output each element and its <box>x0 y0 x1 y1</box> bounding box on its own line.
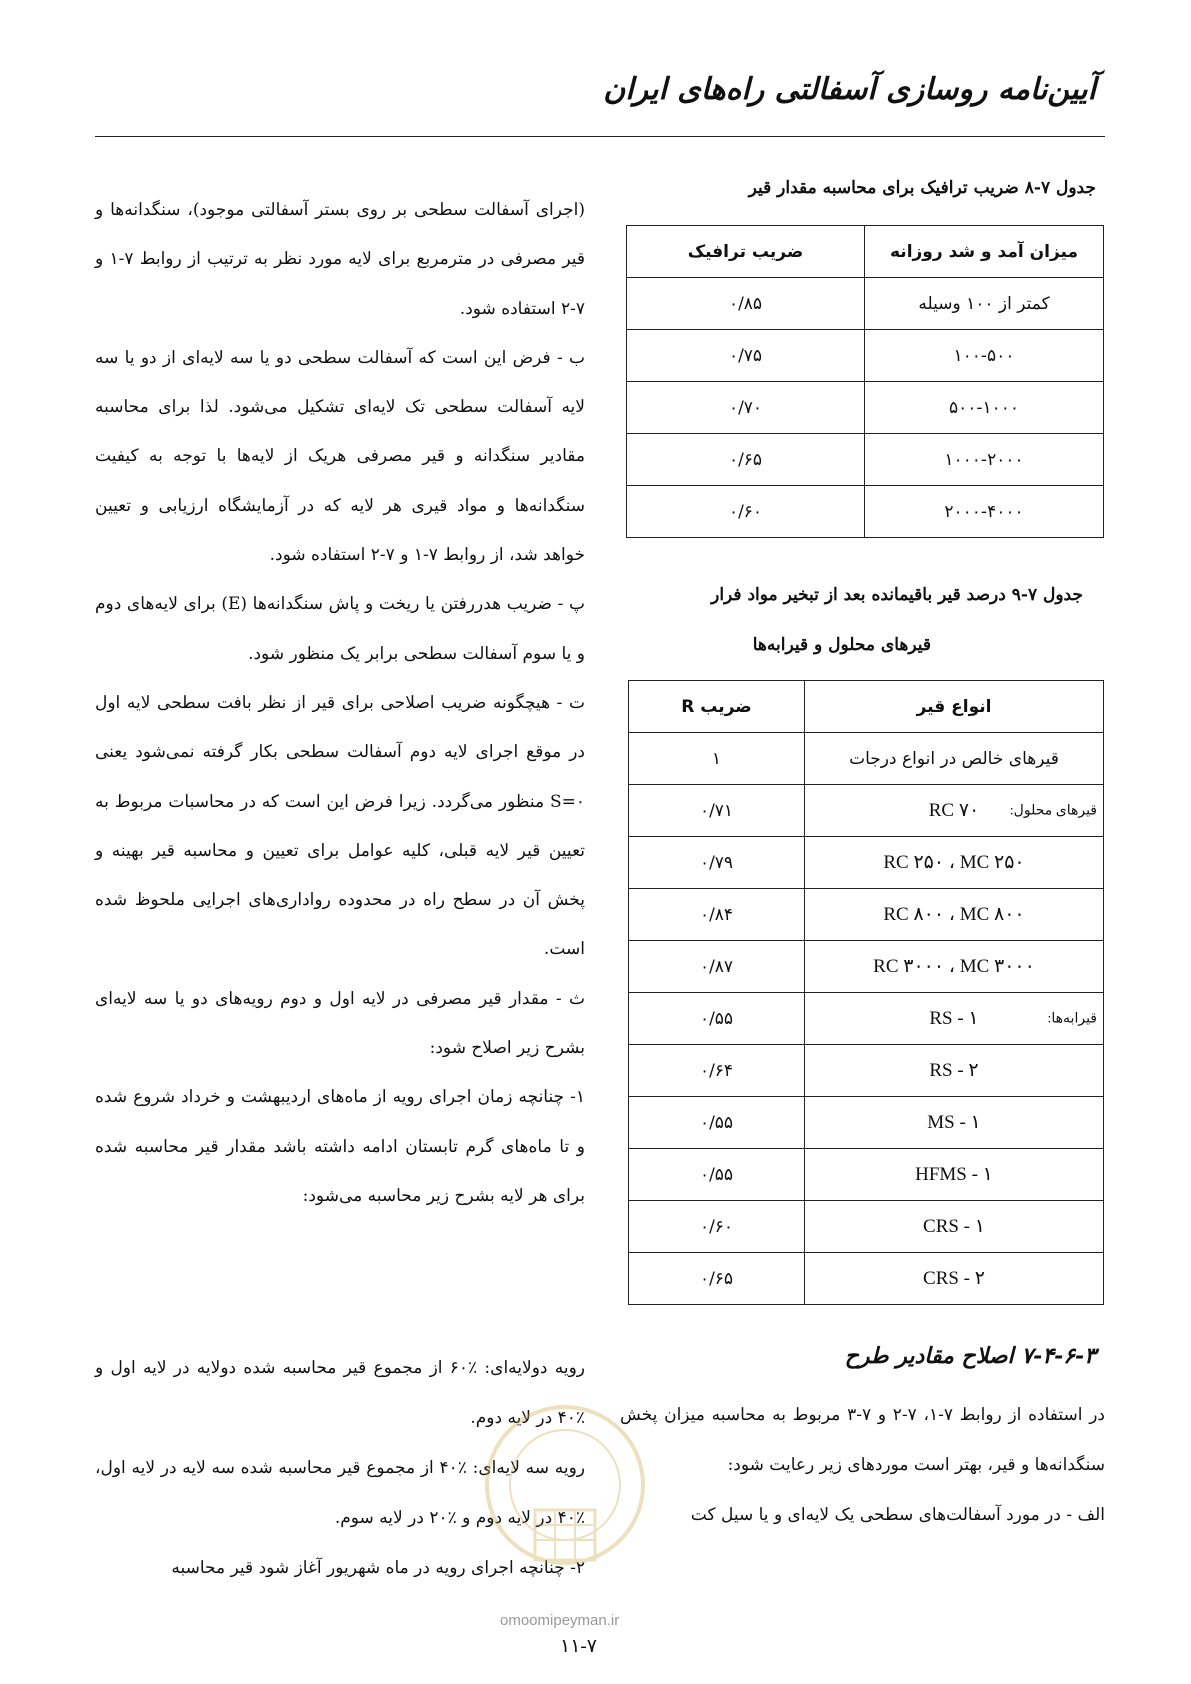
table-cell: ۰/۶۴ <box>629 1045 805 1097</box>
table-row <box>629 1201 1104 1253</box>
table-row <box>629 993 1104 1045</box>
table-cell: ۰/۶۰ <box>629 1201 805 1253</box>
table-row <box>629 837 1104 889</box>
table-cell: ۱ <box>629 733 805 785</box>
table-row <box>627 382 1104 434</box>
section-heading: ۷-۴-۶-۳ اصلاح مقادیر طرح <box>844 1343 1096 1369</box>
watermark-logo-icon <box>480 1390 650 1610</box>
table-title: جدول ۷-۸ ضریب ترافیک برای محاسبه مقدار قیر <box>748 178 1096 198</box>
table-cell: کمتر از ۱۰۰ وسیله <box>865 278 1104 330</box>
table-header-cell: ضریب R <box>629 681 805 733</box>
table-row <box>627 486 1104 538</box>
header-divider <box>95 136 1105 137</box>
group-label: قیرابه‌ها: <box>1047 1011 1097 1026</box>
paragraph: ث - مقدار قیر مصرفی در لایه اول و دوم رویه‌های دو یا سه لایه‌ای بشرح زیر اصلاح شود: <box>95 988 585 1059</box>
table-row <box>629 941 1104 993</box>
table-header-row <box>629 681 1104 733</box>
table-cell: قیرابه‌ها: RS - ۱ <box>805 993 1104 1045</box>
table-cell: ۰/۶۵ <box>627 434 865 486</box>
table-cell: ۱۰۰-۵۰۰ <box>865 330 1104 382</box>
table-row <box>629 733 1104 785</box>
table-cell: HFMS - ۱ <box>805 1149 1104 1201</box>
table-cell: ۰/۵۵ <box>629 993 805 1045</box>
paragraph: ۱- چنانچه زمان اجرای رویه از ماه‌های اردیبهشت و خرداد شروع شده و تا ماه‌های گرم تابستان ادامه داشته باشد مقدار قیر محاسبه شده برای هر لایه بشرح زیر محاسبه می‌شود: <box>95 1087 585 1206</box>
watermark-url: omoomipeyman.ir <box>500 1612 620 1629</box>
paragraph: ب - فرض این است که آسفالت سطحی دو یا سه لایه‌ای از دو یا سه لایه آسفالت سطحی تک لایه‌ای تشکیل می‌شود. لذا برای محاسبه مقادیر سنگدانه و قیر مصرفی هریک از لایه‌ها با توجه به کیفیت سنگدانه‌ها و مواد قیری هر لایه که در آزمایشگاه ارزیابی و تعیین خواهد شد، از روابط ۷-۱ و ۷-۲ استفاده شود. <box>95 347 585 566</box>
paragraph: (اجرای آسفالت سطحی بر روی بستر آسفالتی موجود)، سنگدانه‌ها و قیر مصرفی در مترمربع برای لایه مورد نظر به ترتیب از روابط ۷-۱ و ۷-۲ استفاده شود. <box>95 200 585 319</box>
table-subtitle: قیرهای محلول و قیرابه‌ها <box>752 635 931 655</box>
paragraph: ۲- چنانچه اجرای رویه در ماه شهریور آغاز شود قیر محاسبه <box>171 1558 585 1578</box>
table-row <box>629 889 1104 941</box>
table-cell: MS - ۱ <box>805 1097 1104 1149</box>
table-cell: ۰/۸۴ <box>629 889 805 941</box>
table-header-cell: ضریب ترافیک <box>627 226 865 278</box>
table-cell: ۰/۵۵ <box>629 1097 805 1149</box>
table-cell: ۱۰۰۰-۲۰۰۰ <box>865 434 1104 486</box>
table-row <box>627 330 1104 382</box>
page-number: ۱۱-۷ <box>560 1636 597 1657</box>
traffic-coefficient-table <box>626 225 1104 538</box>
paragraph: در استفاده از روابط ۷-۱، ۷-۲ و ۷-۳ مربوط به محاسبه میزان پخش سنگدانه‌ها و قیر، بهتر است موردهای زیر رعایت شود: <box>620 1405 1105 1475</box>
table-cell: RC ۲۵۰ ، MC ۲۵۰ <box>805 837 1104 889</box>
table-cell: CRS - ۱ <box>805 1201 1104 1253</box>
table-row <box>629 1253 1104 1305</box>
bitumen-residue-table <box>628 680 1104 1305</box>
table-row <box>627 434 1104 486</box>
table-header-cell: انواع قیر <box>805 681 1104 733</box>
table-cell: RC ۳۰۰۰ ، MC ۳۰۰۰ <box>805 941 1104 993</box>
table-cell: ۰/۸۵ <box>627 278 865 330</box>
paragraph: ت - هیچگونه ضریب اصلاحی برای قیر از نظر بافت سطحی لایه اول در موقع اجرای لایه دوم آسفالت سطحی بکار گرفته نمی‌شود یعنی S=۰ منظور می‌گردد. زیرا فرض این است که در محاسبات مربوط به تعیین قیر لایه قبلی، کلیه عوامل برای تعیین و محاسبه قیر بهینه و پخش آن در سطح راه در محدوده رواداری‌های اجرایی ملحوظ شده است. <box>95 692 585 960</box>
table-cell: ۰/۷۹ <box>629 837 805 889</box>
table-header-row <box>627 226 1104 278</box>
paragraph: پ - ضریب هدررفتن یا ریخت و پاش سنگدانه‌ها (E) برای لایه‌های دوم و یا سوم آسفالت سطحی برابر یک منظور شود. <box>95 594 585 664</box>
table-row <box>629 785 1104 837</box>
table-cell: ۲۰۰۰-۴۰۰۰ <box>865 486 1104 538</box>
table-cell: ۰/۶۵ <box>629 1253 805 1305</box>
paragraph: رویه دولایه‌ای: ٪۶۰ از مجموع قیر محاسبه شده دولایه در لایه اول و ٪۴۰ در لایه دوم. <box>95 1358 586 1428</box>
section-text <box>620 1390 1105 1540</box>
table-cell: ۰/۷۵ <box>627 330 865 382</box>
table-cell: RC ۸۰۰ ، MC ۸۰۰ <box>805 889 1104 941</box>
group-label: قیرهای محلول: <box>1009 803 1097 818</box>
table-row <box>629 1097 1104 1149</box>
table-cell: ۰/۶۰ <box>627 486 865 538</box>
table-cell: قیرهای محلول: RC ۷۰ <box>805 785 1104 837</box>
table-row <box>627 278 1104 330</box>
table-row <box>629 1149 1104 1201</box>
table-cell: قیرهای خالص در انواع درجات <box>805 733 1104 785</box>
body-text-column <box>95 186 585 1221</box>
table-cell: ۰/۷۱ <box>629 785 805 837</box>
table-row <box>629 1045 1104 1097</box>
paragraph: رویه سه لایه‌ای: ٪۴۰ از مجموع قیر محاسبه شده سه لایه در لایه اول، ٪۴۰ در لایه دوم و ٪۲۰ در لایه سوم. <box>95 1458 585 1528</box>
table-cell: RS - ۲ <box>805 1045 1104 1097</box>
paragraph: الف - در مورد آسفالت‌های سطحی یک لایه‌ای و یا سیل کت <box>690 1505 1105 1525</box>
table-cell: ۰/۵۵ <box>629 1149 805 1201</box>
table-cell: CRS - ۲ <box>805 1253 1104 1305</box>
table-header-cell: میزان آمد و شد روزانه <box>865 226 1104 278</box>
table-cell: ۰/۸۷ <box>629 941 805 993</box>
table-cell: ۵۰۰-۱۰۰۰ <box>865 382 1104 434</box>
table-title: جدول ۷-۹ درصد قیر باقیمانده بعد از تبخیر مواد فرار <box>711 585 1083 605</box>
page-title: آیین‌نامه روسازی آسفالتی راه‌های ایران <box>603 72 1096 107</box>
table-cell: ۰/۷۰ <box>627 382 865 434</box>
